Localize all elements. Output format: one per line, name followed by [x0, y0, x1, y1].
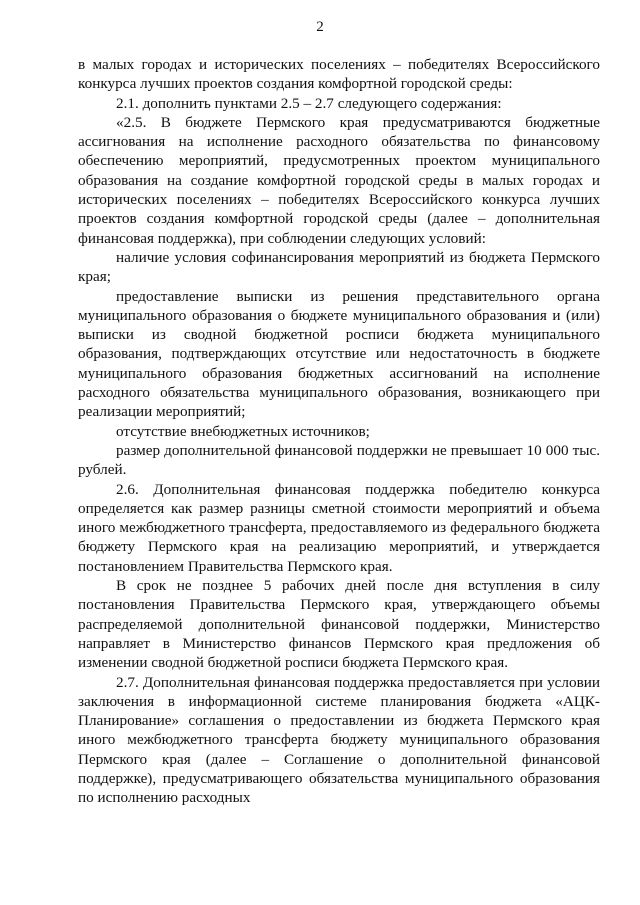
page-number: 2 — [316, 19, 324, 35]
paragraph: предоставление выписки из решения представительного органа муниципального образования о бюджете муниципального образования и (или) выписки из сводной бюджетной росписи бюджета муниципального образования, подтверждающих отсутствие или недостаточность в бюджете муниципального образования бюджетных ассигнований на исполнение расходного обязательства муниципального образования, возникающего при реализации мероприятий; — [78, 287, 600, 421]
paragraph: «2.5. В бюджете Пермского края предусматриваются бюджетные ассигнования на исполнение расходного обязательства по финансовому обеспечению мероприятий, предусмотренных проектом муниципального образования на создание комфортной городской среды в малых городах и исторических поселениях – победителях Всероссийского конкурса лучших проектов создания комфортной городской среды (далее – дополнительная финансовая поддержка), при соблюдении следующих условий: — [78, 113, 600, 247]
paragraph: в малых городах и исторических поселениях – победителях Всероссийского конкурса лучших проектов создания комфортной городской среды: — [78, 56, 600, 93]
paragraph: 2.6. Дополнительная финансовая поддержка победителю конкурса определяется как размер разницы сметной стоимости мероприятий и объема иного межбюджетного трансферта, предоставляемого из федерального бюджета бюджету Пермского края на реализацию мероприятий, и утверждается постановлением Правительства Пермского края. — [78, 480, 600, 575]
paragraph: наличие условия софинансирования мероприятий из бюджета Пермского края; — [78, 248, 600, 286]
paragraph: 2.1. дополнить пунктами 2.5 – 2.7 следующего содержания: — [116, 94, 502, 112]
paragraph: В срок не позднее 5 рабочих дней после дня вступления в силу постановления Правительства Пермского края, утверждающего объемы распределяемой дополнительной финансовой поддержки, Министерство направляет в Министерство финансов Пермского края предложения об изменении сводной бюджетной росписи бюджета Пермского края. — [78, 577, 600, 672]
paragraph: 2.7. Дополнительная финансовая поддержка предоставляется при условии заключения в информационной системе планирования бюджета «АЦК-Планирование» соглашения о предоставлении из бюджета Пермского края иного межбюджетного трансферта бюджету муниципального образования Пермского края (далее – Соглашение о дополнительной финансовой поддержке), предусматривающего обязательства муниципального образования по исполнению расходных — [78, 673, 600, 807]
paragraph: размер дополнительной финансовой поддержки не превышает 10 000 тыс. рублей. — [78, 441, 600, 479]
document-body — [78, 55, 600, 808]
paragraph: отсутствие внебюджетных источников; — [116, 422, 370, 440]
